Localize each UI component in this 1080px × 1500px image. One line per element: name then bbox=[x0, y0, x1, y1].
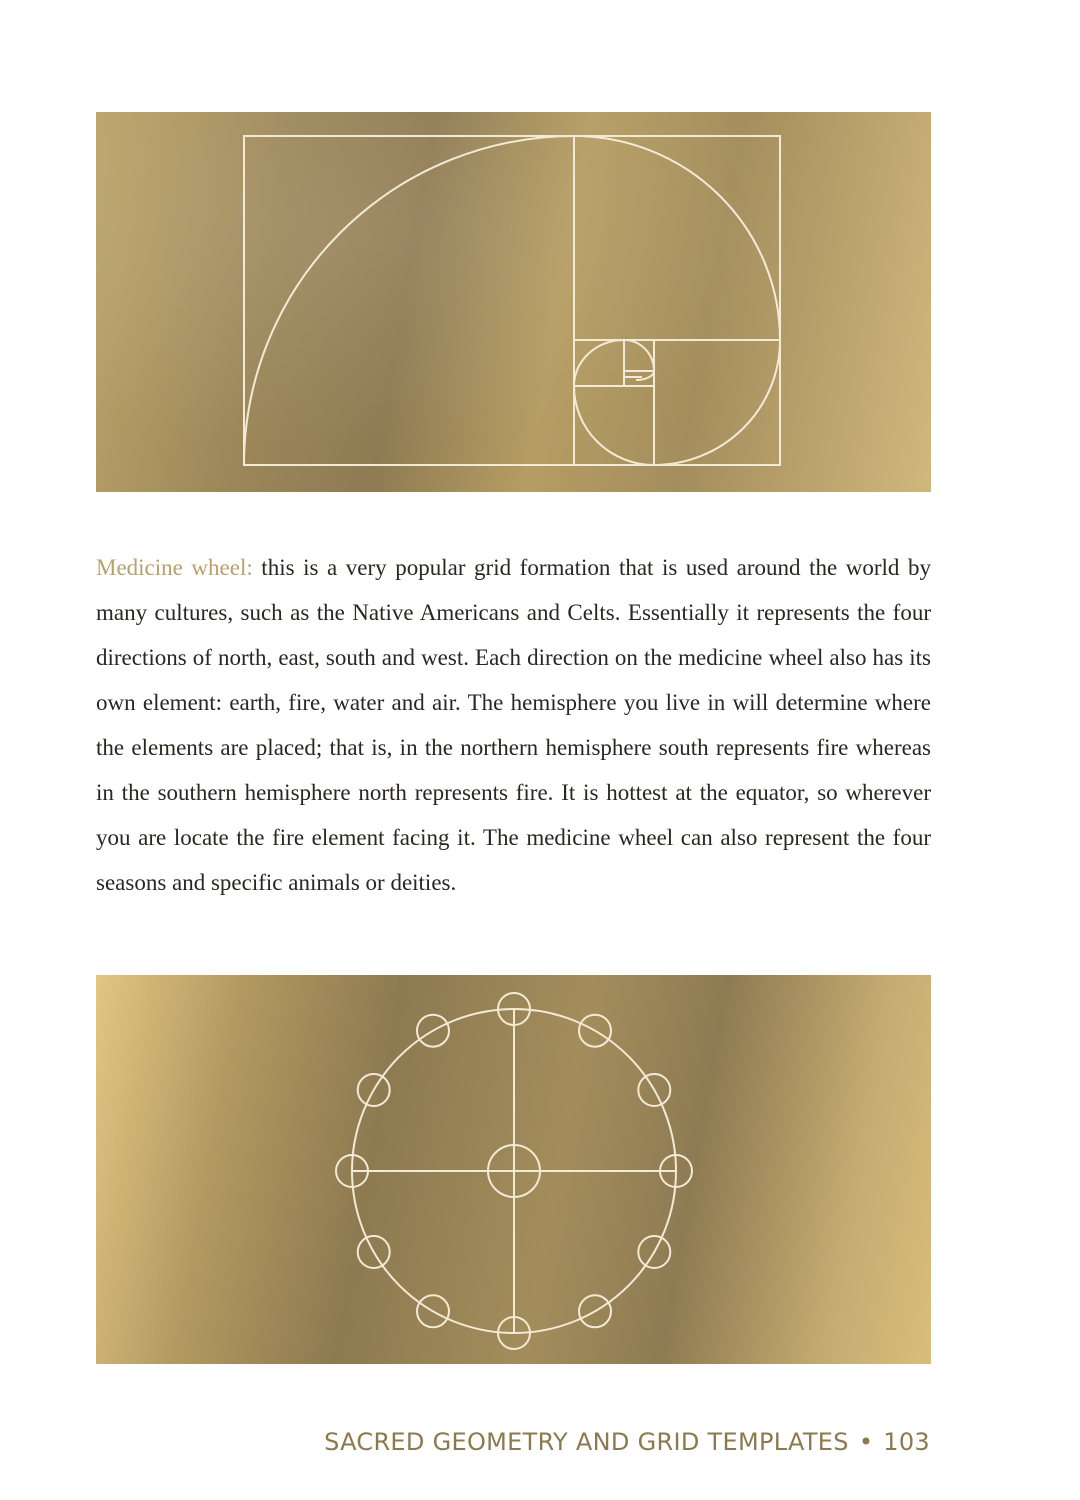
body-paragraph bbox=[96, 545, 931, 905]
golden-spiral-figure bbox=[96, 112, 931, 492]
medicine-wheel-icon bbox=[96, 975, 931, 1364]
footer-separator: • bbox=[858, 1428, 874, 1456]
page-number: 103 bbox=[883, 1428, 930, 1456]
paragraph-text: this is a very popular grid formation that is used around the world by many cultures, such as the Native Americans and Celts. Essentially it represents the four directions of north, east, south and west. Each direction on the medicine wheel also has its own element: earth, fire, water and air. The hemisphere you live in will determine where the elements are placed; that is, in the northern hemisphere south represents fire whereas in the southern hemisphere north represents fire. It is hottest at the equator, so wherever you are locate the fire element facing it. The medicine wheel can also represent the four seasons and specific animals or deities. bbox=[96, 555, 931, 895]
golden-spiral-icon bbox=[96, 112, 931, 492]
footer-title: SACRED GEOMETRY AND GRID TEMPLATES bbox=[324, 1428, 849, 1456]
running-footer bbox=[324, 1428, 930, 1456]
medicine-wheel-figure bbox=[96, 975, 931, 1364]
term-medicine-wheel: Medicine wheel: bbox=[96, 555, 253, 580]
